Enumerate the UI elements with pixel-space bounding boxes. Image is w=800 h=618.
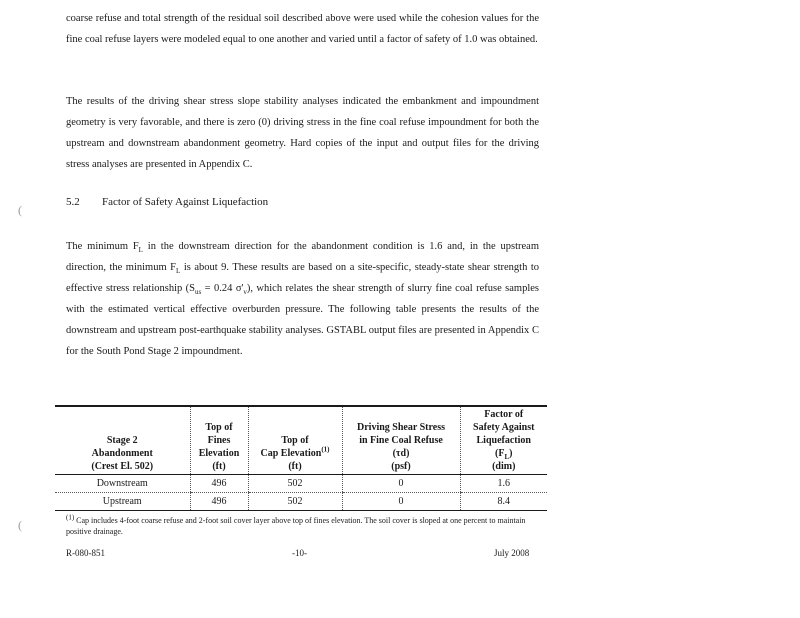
header-stage: Stage 2 Abandonment (Crest El. 502) — [55, 406, 190, 475]
footer-date: July 2008 — [494, 548, 530, 558]
scan-artifact-mark: ( — [18, 203, 22, 217]
paragraph-driving-shear: The results of the driving shear stress slope stability analyses indicated the embankment and impoundment geometry is very favorable, and there is zero (0) driving stress in the fine coal refuse impoundment for both the upstream and downstream abandonment geometry. Hard copies of the input and output files for the driving stress analyses are presented in Appendix C. — [66, 96, 539, 170]
paragraph-cohesion: coarse refuse and total strength of the residual soil described above were used while the cohesion values for the fine coal refuse layers were modeled equal to one another and varied until a factor of safety of 1.0 was obtained. — [66, 13, 539, 45]
scan-artifact-mark: ( — [18, 518, 22, 532]
header-factor-of-safety: Factor of Safety Against Liquefaction $(F_L)$ (dim) — [460, 406, 547, 475]
section-number: 5.2 — [66, 196, 80, 208]
footer-doc-id: R-080-851 — [66, 548, 105, 558]
results-table — [55, 405, 547, 511]
paragraph-liquefaction: The minimum $F_L$ in the downstream direction for the abandonment condition is 1.6 and, in the upstream direction, the minimum $F_L$ is about 9. These results are based on a site-specific, steady-state shear strength to effective stress relationship ($S_{us} = 0.24$ $\sigma'_v$), which relates the shear strength of slurry fine coal refuse samples with the estimated vertical effective overburden pressure. The following table presents the results of the downstream and upstream post-earthquake stability analyses. GSTABL output files are presented in Appendix C for the South Pond Stage 2 impoundment. — [66, 241, 540, 357]
section-heading — [66, 196, 268, 208]
table-footnote: $^{(1)}$ Cap includes 4-foot coarse refuse and 2-foot soil cover layer above top of fines elevation. The soil cover is sloped at one percent to maintain positive drainage. — [66, 513, 526, 536]
footer-page-number: -10- — [292, 548, 307, 558]
header-cap-elevation: Top of Cap Elevation$^{(1)}$ (ft) — [248, 406, 342, 475]
header-driving-shear-stress: Driving Shear Stress in Fine Coal Refuse (τd) (psf) — [342, 406, 460, 475]
table-row: Upstream 496 502 0 8.4 — [55, 493, 547, 511]
section-title: Factor of Safety Against Liquefaction — [102, 196, 269, 208]
header-top-of-fines: Top of Fines Elevation (ft) — [190, 406, 248, 475]
table-row: Downstream 496 502 0 1.6 — [55, 475, 547, 493]
